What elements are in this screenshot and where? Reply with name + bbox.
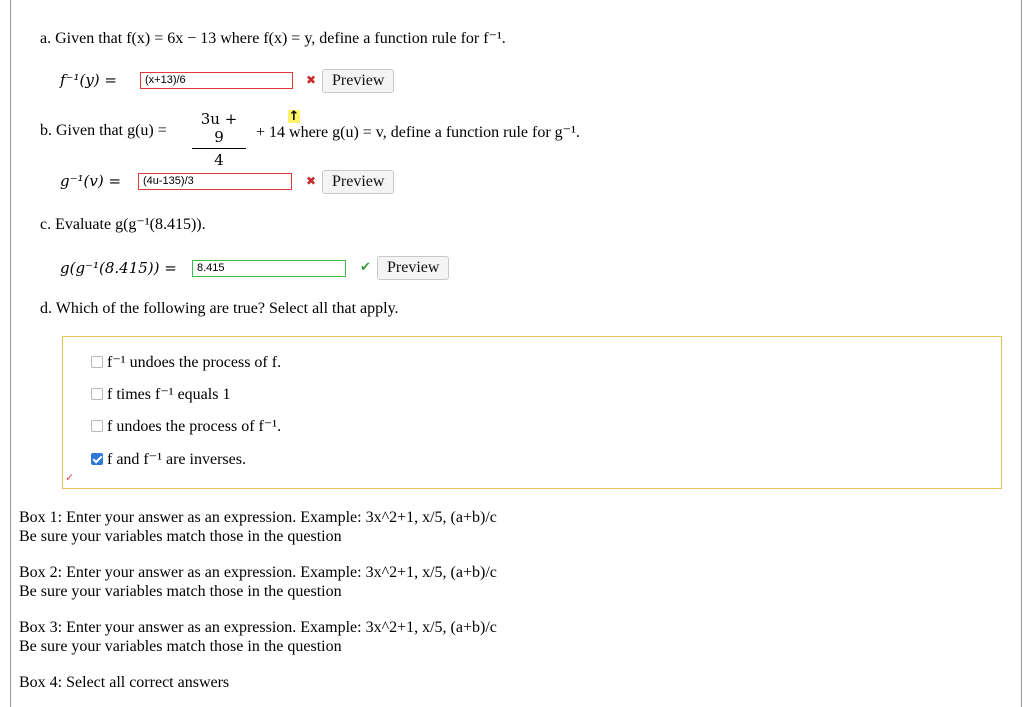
fraction-denominator: 4 <box>214 151 224 169</box>
part-a-lhs: f⁻¹(y) = <box>60 71 117 89</box>
x-mark-icon: ✖ <box>306 174 317 188</box>
part-c-text: Evaluate g(g⁻¹(8.415)). <box>55 216 206 233</box>
part-b-text-start: Given that g(u) = <box>56 122 167 139</box>
option-3-checkbox[interactable] <box>91 420 103 432</box>
preview-button-3[interactable]: Preview <box>377 256 449 280</box>
fraction-numerator: 3u + 9 <box>192 110 246 149</box>
option-1-label: f⁻¹ undoes the process of f. <box>107 354 282 371</box>
part-b-fraction <box>192 110 246 169</box>
part-c-prompt <box>40 214 206 234</box>
part-a-label: a. <box>40 30 52 47</box>
part-d-label: d. <box>40 300 52 317</box>
up-arrow-icon[interactable]: ↑ <box>288 109 300 124</box>
option-1-checkbox[interactable] <box>91 356 103 368</box>
part-c-lhs: g(g⁻¹(8.415)) = <box>60 259 177 277</box>
part-a-text: Given that f(x) = 6x − 13 where f(x) = y, define a function rule for f⁻¹. <box>55 30 506 47</box>
part-c-label: c. <box>40 216 52 233</box>
part-d-text: Which of the following are true? Select all that apply. <box>55 300 399 317</box>
part-b-prompt-start <box>40 122 167 140</box>
box1-note-line1: Box 1: Enter your answer as an expression. Example: 3x^2+1, x/5, (a+b)/c <box>19 509 497 526</box>
check-mark-icon: ✔ <box>360 260 371 275</box>
option-2-label: f times f⁻¹ equals 1 <box>107 386 231 403</box>
box4-note-line1: Box 4: Select all correct answers <box>19 674 230 691</box>
box2-note-line1: Box 2: Enter your answer as an expression. Example: 3x^2+1, x/5, (a+b)/c <box>19 564 497 581</box>
answer-box-3[interactable]: 8.415 <box>192 260 346 277</box>
answer-box-1[interactable]: (x+13)/6 <box>140 72 293 89</box>
option-3-label: f undoes the process of f⁻¹. <box>107 418 282 435</box>
box2-note-line2: Be sure your variables match those in the question <box>19 583 342 600</box>
part-b-label: b. <box>40 122 52 139</box>
option-4-checkbox[interactable] <box>91 453 103 465</box>
option-2-checkbox[interactable] <box>91 388 103 400</box>
part-b-lhs: g⁻¹(v) = <box>60 172 122 190</box>
option-4-label: f and f⁻¹ are inverses. <box>107 451 246 468</box>
preview-button-2[interactable]: Preview <box>322 170 394 194</box>
box3-note-line2: Be sure your variables match those in the question <box>19 638 342 655</box>
answer-box-2[interactable]: (4u-135)/3 <box>138 173 292 190</box>
preview-button-1[interactable]: Preview <box>322 69 394 93</box>
part-a-prompt <box>40 28 506 48</box>
answer-box-4-choices <box>62 336 1002 489</box>
part-b-text-end: + 14 where g(u) = v, define a function rule for g⁻¹. <box>256 124 580 141</box>
x-mark-icon: ✖ <box>306 73 317 87</box>
box3-note-line1: Box 3: Enter your answer as an expression. Example: 3x^2+1, x/5, (a+b)/c <box>19 619 497 636</box>
box1-note-line2: Be sure your variables match those in the question <box>19 528 342 545</box>
part-d-prompt <box>40 300 399 318</box>
partial-check-icon: ✓ <box>65 471 75 484</box>
